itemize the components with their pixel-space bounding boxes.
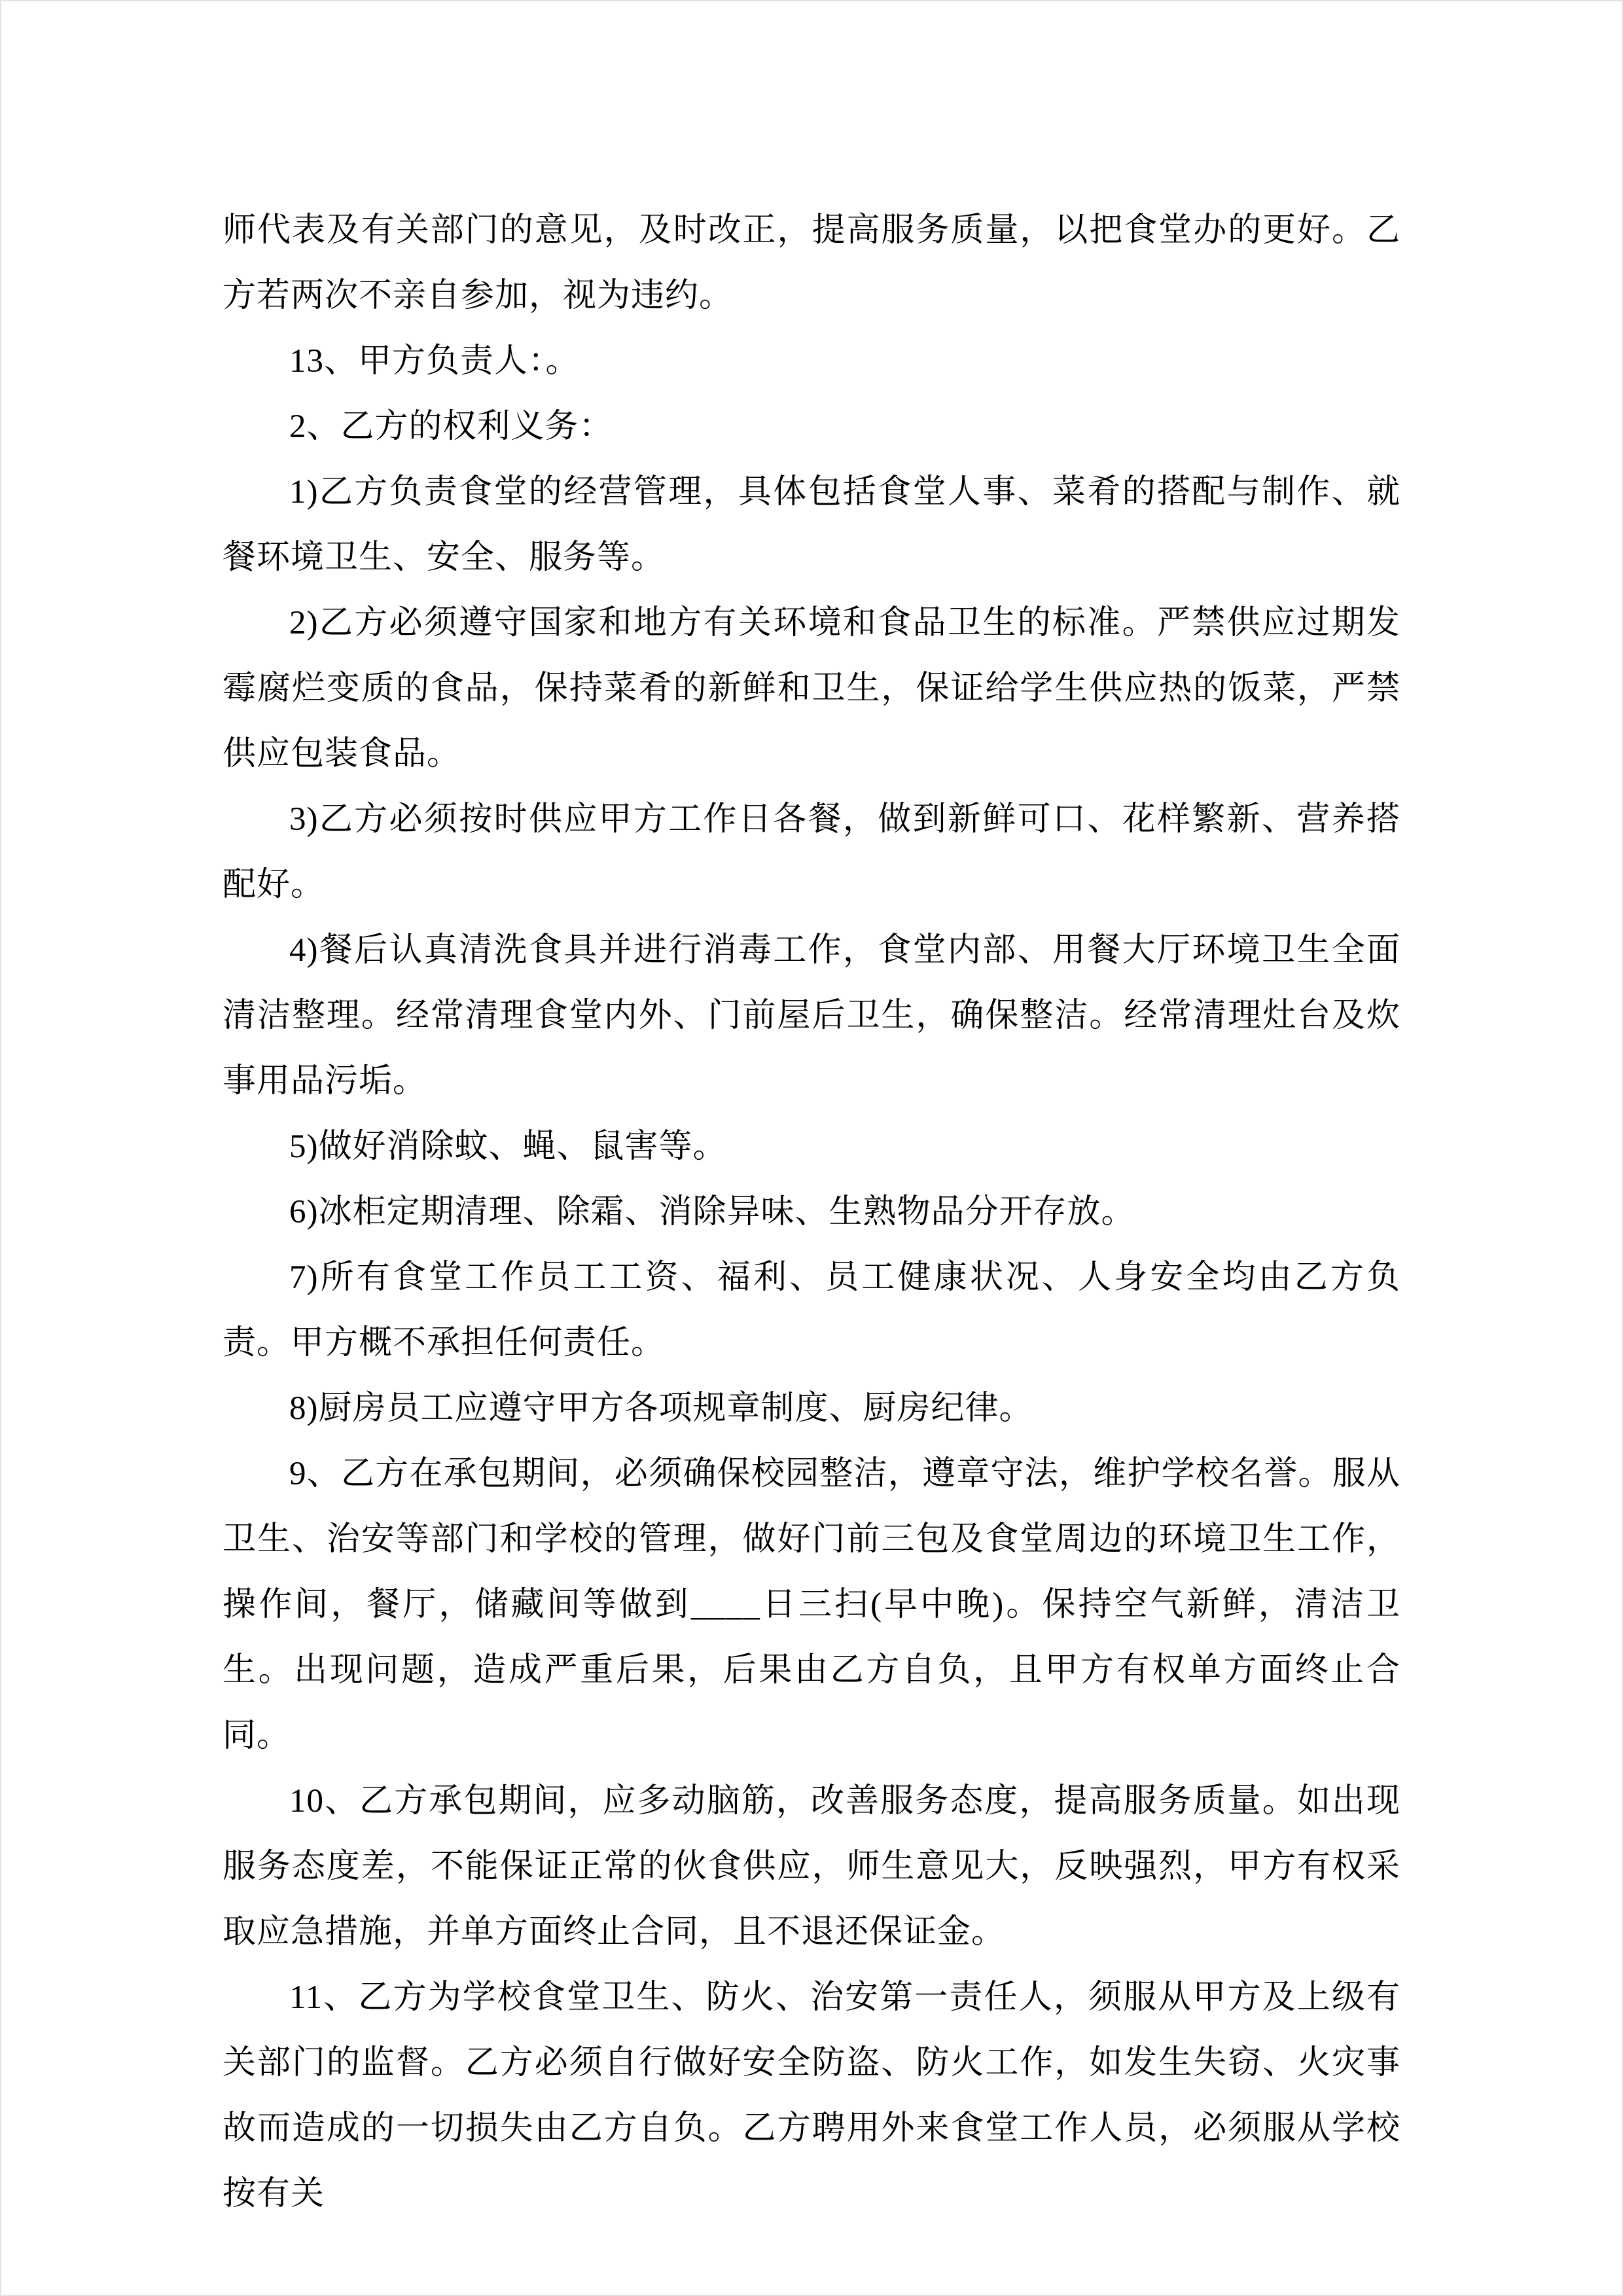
paragraph: 2)乙方必须遵守国家和地方有关环境和食品卫生的标准。严禁供应过期发霉腐烂变质的食品，保持菜肴的新鲜和卫生，保证给学生供应热的饭菜，严禁供应包装食品。 (223, 605, 1400, 772)
document-content (223, 198, 1400, 2227)
paragraph: 9、乙方在承包期间，必须确保校园整洁，遵章守法，维护学校名誉。服从卫生、治安等部门和学校的管理，做好门前三包及食堂周边的环境卫生工作，操作间，餐厅，储藏间等做到____日三扫(早中晚)。保持空气新鲜，清洁卫生。出现问题，造成严重后果，后果由乙方自负，且甲方有权单方面终止合同。 (223, 1456, 1400, 1754)
paragraph: 师代表及有关部门的意见，及时改正，提高服务质量，以把食堂办的更好。乙方若两次不亲自参加，视为违约。 (223, 212, 1400, 314)
paragraph: 6)冰柜定期清理、除霜、消除异味、生熟物品分开存放。 (289, 1194, 1135, 1230)
paragraph: 5)做好消除蚊、蝇、鼠害等。 (289, 1128, 727, 1165)
paragraph: 4)餐后认真清洗食具并进行消毒工作，食堂内部、用餐大厅环境卫生全面清洁整理。经常清理食堂内外、门前屋后卫生，确保整洁。经常清理灶台及炊事用品污垢。 (223, 932, 1400, 1100)
paragraph: 8)厨房员工应遵守甲方各项规章制度、厨房纪律。 (289, 1390, 1033, 1427)
paragraph: 7)所有食堂工作员工工资、福利、员工健康状况、人身安全均由乙方负责。甲方概不承担任何责任。 (223, 1259, 1400, 1361)
paragraph: 2、乙方的权利义务： (289, 408, 613, 445)
paragraph: 10、乙方承包期间，应多动脑筋，改善服务态度，提高服务质量。如出现服务态度差，不能保证正常的伙食供应，师生意见大，反映强烈，甲方有权采取应急措施，并单方面终止合同，且不退还保证金。 (223, 1783, 1400, 1950)
paragraph: 13、甲方负责人：。 (289, 343, 580, 380)
paragraph: 11、乙方为学校食堂卫生、防火、治安第一责任人，须服从甲方及上级有关部门的监督。乙方必须自行做好安全防盗、防火工作，如发生失窃、火灾事故而造成的一切损失由乙方自负。乙方聘用外来食堂工作人员，必须服从学校按有关 (223, 1979, 1400, 2212)
paragraph: 3)乙方必须按时供应甲方工作日各餐，做到新鲜可口、花样繁新、营养搭配好。 (223, 801, 1400, 903)
paragraph: 1)乙方负责食堂的经营管理，具体包括食堂人事、菜肴的搭配与制作、就餐环境卫生、安全、服务等。 (223, 474, 1400, 576)
